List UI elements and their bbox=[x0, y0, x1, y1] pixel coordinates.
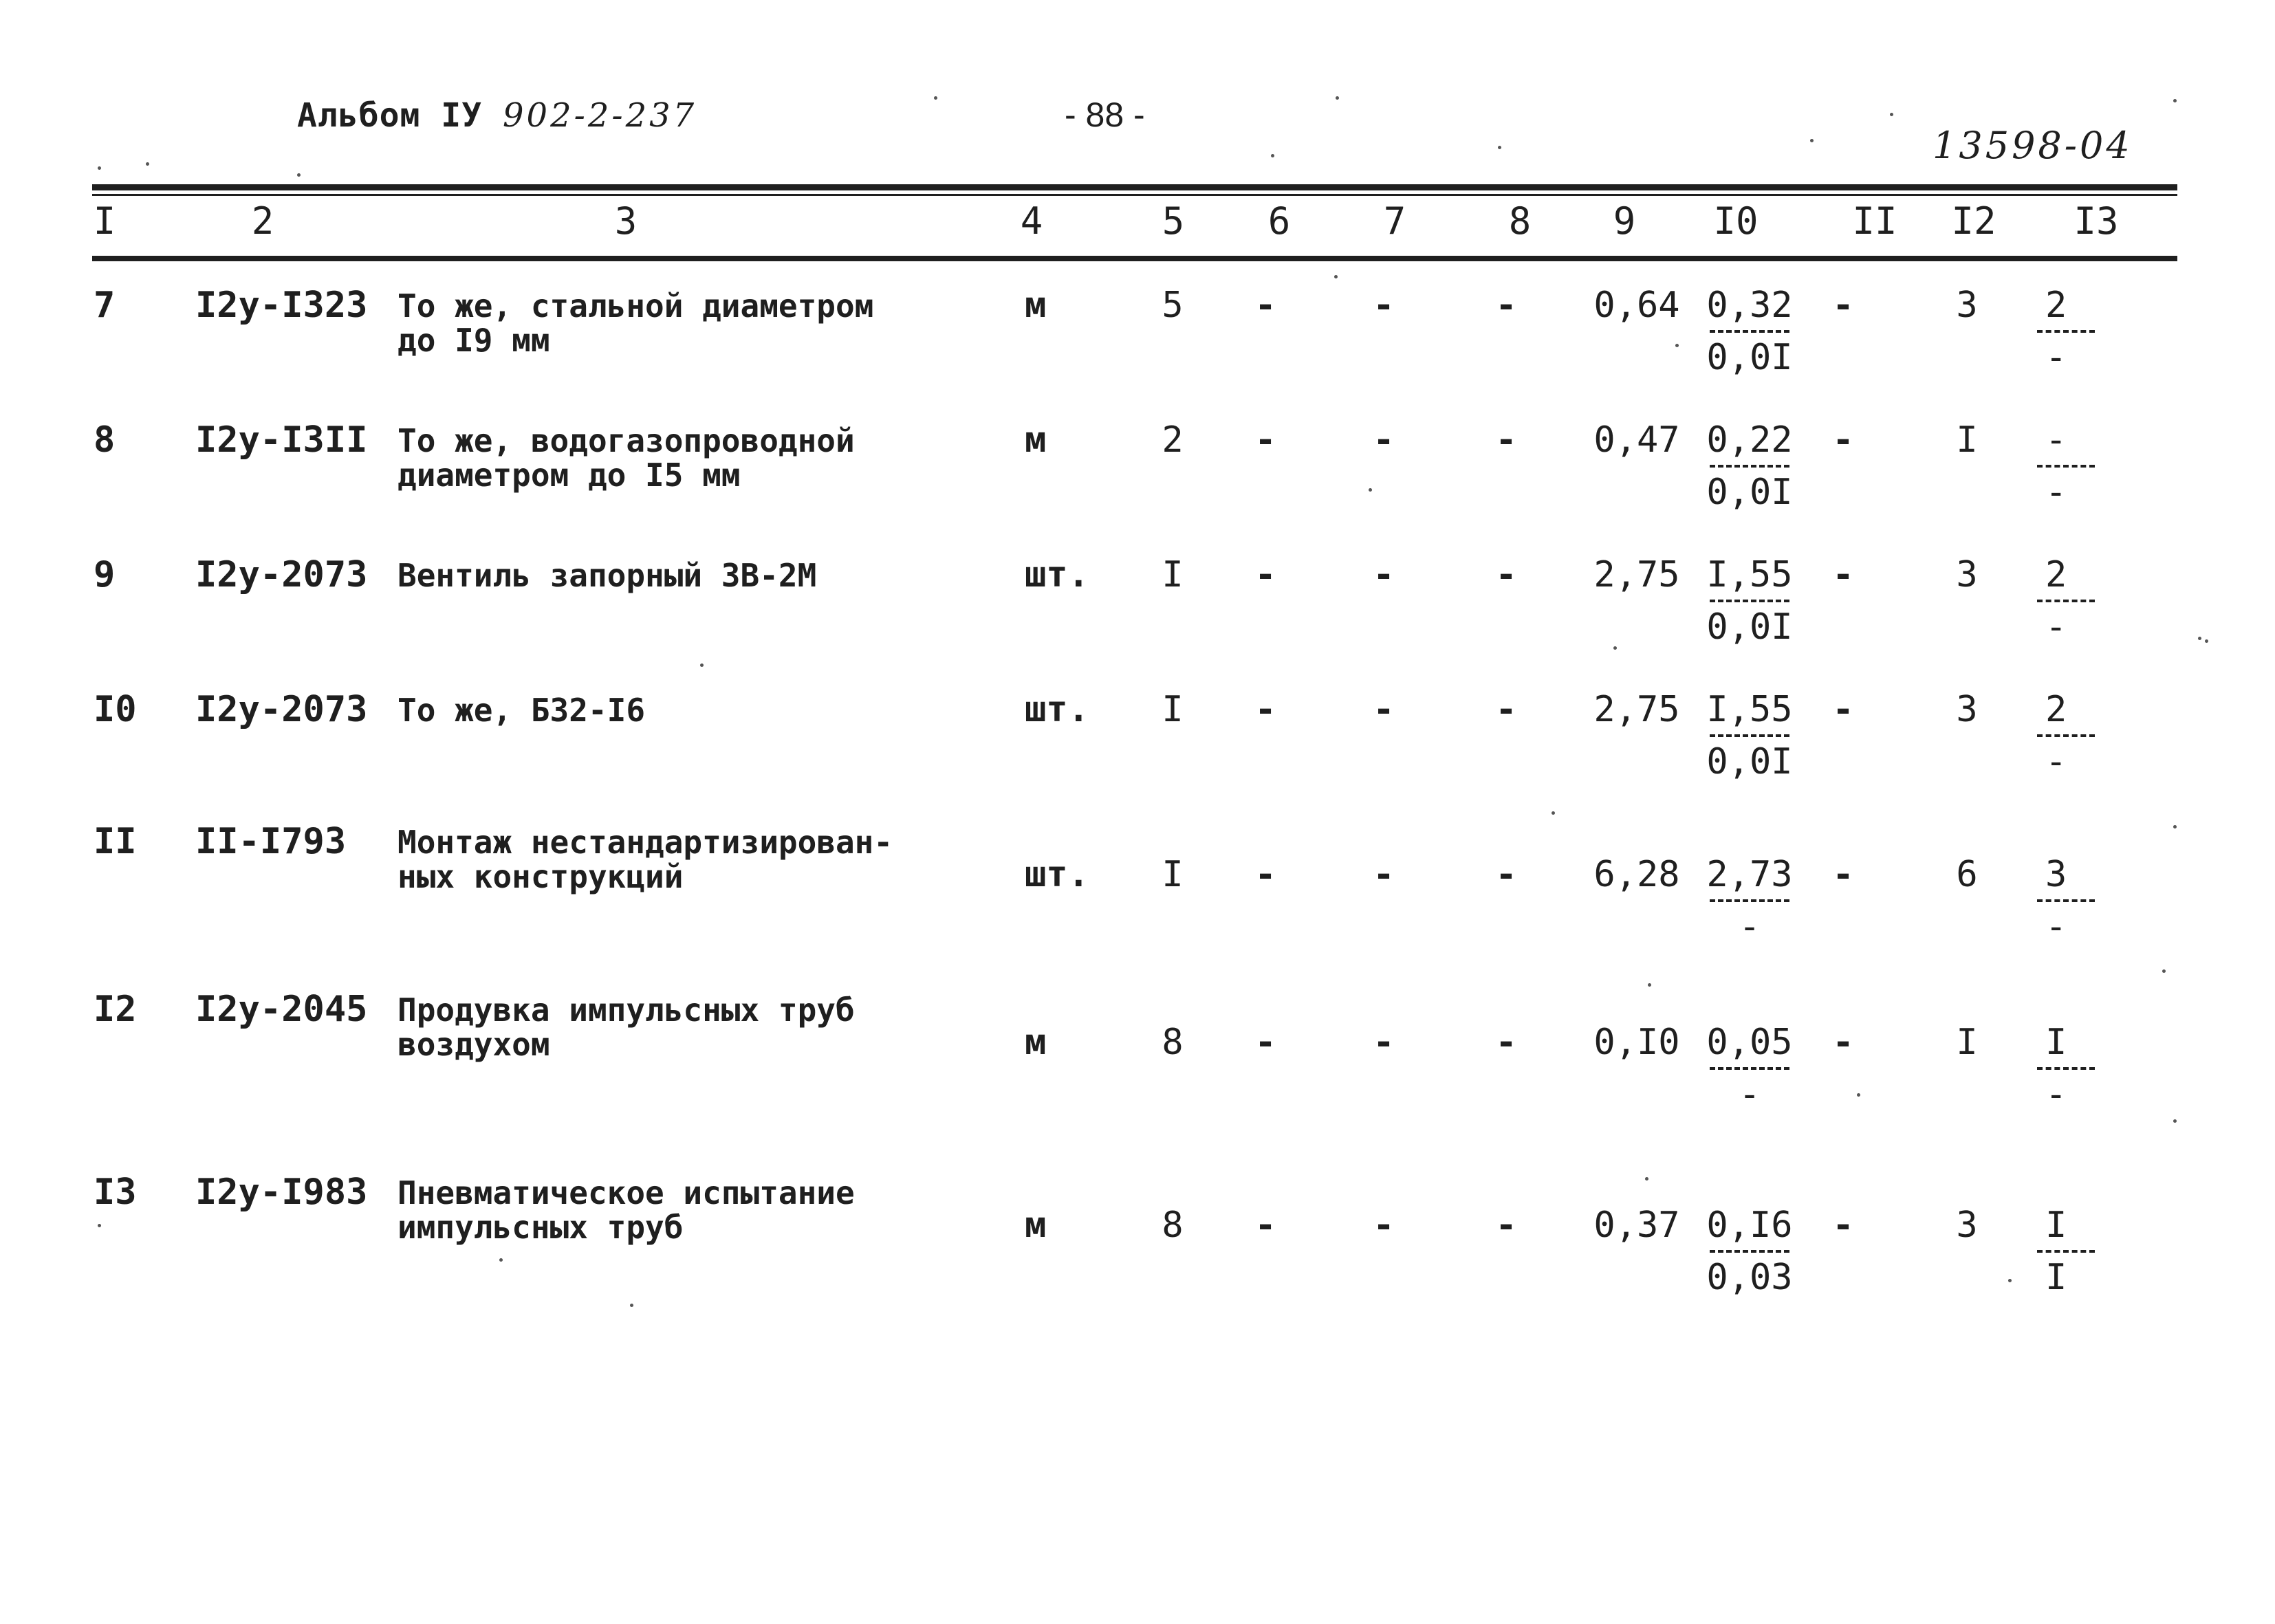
col-9-value: 2,75 bbox=[1593, 554, 1680, 595]
col-8-value: - bbox=[1495, 1022, 1517, 1063]
description-line: То же, Б32-I6 bbox=[398, 692, 646, 729]
col-11-value: - bbox=[1832, 1022, 1854, 1063]
rate-code: I2у-I323 bbox=[195, 285, 368, 326]
col-8-value: - bbox=[1495, 285, 1517, 326]
album-prefix: Альбом IУ bbox=[297, 96, 483, 135]
col-13-fraction bbox=[2033, 854, 2129, 947]
col-11-value: - bbox=[1832, 854, 1854, 895]
col-13-denominator: - bbox=[2045, 606, 2067, 648]
column-header-9: 9 bbox=[1613, 199, 1636, 243]
col-7-value: - bbox=[1373, 419, 1395, 461]
fraction-bar bbox=[2037, 734, 2095, 737]
col-10-numerator: 0,I6 bbox=[1706, 1205, 1793, 1246]
col-12-value: I bbox=[1956, 419, 1978, 461]
col-10-numerator: 0,22 bbox=[1706, 419, 1793, 461]
col-10-denominator: - bbox=[1739, 906, 1761, 947]
column-header-6: 6 bbox=[1267, 199, 1291, 243]
header-rule-top-thin bbox=[92, 194, 2177, 196]
col-12-value: 3 bbox=[1956, 285, 1978, 326]
col-12-value: 3 bbox=[1956, 1205, 1978, 1246]
work-description bbox=[398, 993, 855, 1062]
row-number: II bbox=[94, 821, 137, 862]
fraction-bar bbox=[1710, 1067, 1789, 1070]
description-line: импульсных труб bbox=[398, 1209, 684, 1246]
col-10-fraction bbox=[1701, 285, 1798, 378]
fraction-bar bbox=[1710, 1250, 1789, 1253]
col-10-fraction bbox=[1701, 854, 1798, 947]
unit: шт. bbox=[1025, 554, 1089, 595]
col-13-denominator: - bbox=[2045, 906, 2067, 947]
album-title bbox=[297, 96, 697, 135]
rate-code: I2у-2073 bbox=[195, 689, 368, 730]
col-12-value: 3 bbox=[1956, 689, 1978, 730]
rate-code: I2у-I3II bbox=[195, 419, 368, 461]
col-13-denominator: - bbox=[2045, 1074, 2067, 1115]
col-13-numerator: 2 bbox=[2045, 554, 2067, 595]
work-description bbox=[398, 1176, 855, 1244]
fraction-bar bbox=[2037, 1067, 2095, 1070]
column-header-8: 8 bbox=[1508, 199, 1532, 243]
fraction-bar bbox=[1710, 899, 1789, 902]
unit: м bbox=[1025, 1205, 1047, 1246]
col-8-value: - bbox=[1495, 554, 1517, 595]
description-line: диаметром до I5 мм bbox=[398, 457, 741, 494]
column-header-13: I3 bbox=[2073, 199, 2119, 243]
rate-code: I2у-I983 bbox=[195, 1172, 368, 1213]
col-13-fraction bbox=[2033, 554, 2129, 648]
description-line: ных конструкций bbox=[398, 858, 684, 895]
col-7-value: - bbox=[1373, 854, 1395, 895]
col-10-fraction bbox=[1701, 554, 1798, 648]
rate-code: I2у-2073 bbox=[195, 554, 368, 595]
description-line: Пневматическое испытание bbox=[398, 1174, 855, 1211]
col-6-value: - bbox=[1254, 1022, 1276, 1063]
col-9-value: 0,I0 bbox=[1593, 1022, 1680, 1063]
col-10-numerator: I,55 bbox=[1706, 554, 1793, 595]
document-number: 13598-04 bbox=[1933, 124, 2133, 167]
col-10-fraction bbox=[1701, 419, 1798, 513]
col-10-denominator: - bbox=[1739, 1074, 1761, 1115]
col-7-value: - bbox=[1373, 1205, 1395, 1246]
fraction-bar bbox=[2037, 1250, 2095, 1253]
col-6-value: - bbox=[1254, 285, 1276, 326]
column-header-10: I0 bbox=[1713, 199, 1759, 243]
col-10-denominator: 0,0I bbox=[1706, 337, 1793, 378]
column-header-4: 4 bbox=[1020, 199, 1043, 243]
work-description bbox=[398, 424, 855, 492]
col-8-value: - bbox=[1495, 689, 1517, 730]
col-8-value: - bbox=[1495, 419, 1517, 461]
fraction-bar bbox=[1710, 600, 1789, 602]
col-10-denominator: 0,0I bbox=[1706, 741, 1793, 782]
col-13-numerator: 2 bbox=[2045, 285, 2067, 326]
quantity: I bbox=[1162, 554, 1184, 595]
col-7-value: - bbox=[1373, 554, 1395, 595]
unit: м bbox=[1025, 285, 1047, 326]
col-13-numerator: 3 bbox=[2045, 854, 2067, 895]
fraction-bar bbox=[2037, 899, 2095, 902]
col-7-value: - bbox=[1373, 1022, 1395, 1063]
col-10-numerator: I,55 bbox=[1706, 689, 1793, 730]
col-10-numerator: 0,32 bbox=[1706, 285, 1793, 326]
column-header-11: II bbox=[1852, 199, 1897, 243]
page-number: - 88 - bbox=[1065, 96, 1145, 134]
col-13-fraction bbox=[2033, 419, 2129, 513]
col-11-value: - bbox=[1832, 1205, 1854, 1246]
col-8-value: - bbox=[1495, 1205, 1517, 1246]
row-number: I3 bbox=[94, 1172, 137, 1213]
col-13-fraction bbox=[2033, 689, 2129, 782]
col-13-denominator: I bbox=[2045, 1257, 2067, 1298]
col-11-value: - bbox=[1832, 419, 1854, 461]
row-number: 7 bbox=[94, 285, 116, 326]
col-9-value: 2,75 bbox=[1593, 689, 1680, 730]
column-header-5: 5 bbox=[1162, 199, 1185, 243]
col-12-value: I bbox=[1956, 1022, 1978, 1063]
unit: м bbox=[1025, 419, 1047, 461]
col-10-fraction bbox=[1701, 1205, 1798, 1298]
col-10-denominator: 0,0I bbox=[1706, 472, 1793, 513]
unit: шт. bbox=[1025, 689, 1089, 730]
column-header-7: 7 bbox=[1383, 199, 1406, 243]
col-10-fraction bbox=[1701, 689, 1798, 782]
description-line: Продувка импульсных труб bbox=[398, 991, 855, 1029]
description-line: Монтаж нестандартизирован- bbox=[398, 824, 893, 861]
row-number: 9 bbox=[94, 554, 116, 595]
row-number: I0 bbox=[94, 689, 137, 730]
col-7-value: - bbox=[1373, 285, 1395, 326]
col-6-value: - bbox=[1254, 1205, 1276, 1246]
work-description bbox=[398, 289, 873, 358]
fraction-bar bbox=[2037, 465, 2095, 468]
rate-code: I2у-2045 bbox=[195, 989, 368, 1030]
header-rule-bottom bbox=[92, 256, 2177, 261]
col-11-value: - bbox=[1832, 554, 1854, 595]
description-line: до I9 мм bbox=[398, 322, 550, 359]
quantity: 8 bbox=[1162, 1205, 1184, 1246]
fraction-bar bbox=[2037, 330, 2095, 333]
col-8-value: - bbox=[1495, 854, 1517, 895]
col-13-numerator: 2 bbox=[2045, 689, 2067, 730]
col-9-value: 6,28 bbox=[1593, 854, 1680, 895]
col-9-value: 0,64 bbox=[1593, 285, 1680, 326]
fraction-bar bbox=[1710, 734, 1789, 737]
col-13-numerator: I bbox=[2045, 1022, 2067, 1063]
col-10-numerator: 2,73 bbox=[1706, 854, 1793, 895]
col-13-numerator: - bbox=[2045, 419, 2067, 461]
rate-code: II-I793 bbox=[195, 821, 347, 862]
unit: м bbox=[1025, 1022, 1047, 1063]
album-code: 902-2-237 bbox=[503, 96, 697, 135]
work-description bbox=[398, 693, 645, 727]
quantity: 8 bbox=[1162, 1022, 1184, 1063]
column-header-1: I bbox=[93, 199, 116, 243]
col-13-denominator: - bbox=[2045, 741, 2067, 782]
col-9-value: 0,47 bbox=[1593, 419, 1680, 461]
col-11-value: - bbox=[1832, 689, 1854, 730]
work-description bbox=[398, 825, 893, 894]
col-11-value: - bbox=[1832, 285, 1854, 326]
col-10-denominator: 0,0I bbox=[1706, 606, 1793, 648]
col-12-value: 6 bbox=[1956, 854, 1978, 895]
header-rule-top bbox=[92, 184, 2177, 190]
quantity: 2 bbox=[1162, 419, 1184, 461]
col-6-value: - bbox=[1254, 854, 1276, 895]
description-line: То же, водогазопроводной bbox=[398, 422, 855, 459]
fraction-bar bbox=[1710, 330, 1789, 333]
col-10-fraction bbox=[1701, 1022, 1798, 1115]
col-9-value: 0,37 bbox=[1593, 1205, 1680, 1246]
col-12-value: 3 bbox=[1956, 554, 1978, 595]
column-header-12: I2 bbox=[1951, 199, 1996, 243]
fraction-bar bbox=[1710, 465, 1789, 468]
row-number: I2 bbox=[94, 989, 137, 1030]
column-header-3: 3 bbox=[614, 199, 638, 243]
description-line: воздухом bbox=[398, 1026, 550, 1063]
quantity: 5 bbox=[1162, 285, 1184, 326]
col-13-fraction bbox=[2033, 285, 2129, 378]
fraction-bar bbox=[2037, 600, 2095, 602]
col-13-fraction bbox=[2033, 1205, 2129, 1298]
quantity: I bbox=[1162, 689, 1184, 730]
col-13-numerator: I bbox=[2045, 1205, 2067, 1246]
row-number: 8 bbox=[94, 419, 116, 461]
col-13-fraction bbox=[2033, 1022, 2129, 1115]
col-13-denominator: - bbox=[2045, 337, 2067, 378]
column-header-2: 2 bbox=[251, 199, 274, 243]
col-6-value: - bbox=[1254, 554, 1276, 595]
col-10-denominator: 0,03 bbox=[1706, 1257, 1793, 1298]
col-7-value: - bbox=[1373, 689, 1395, 730]
work-description bbox=[398, 558, 816, 593]
description-line: Вентиль запорный 3В-2М bbox=[398, 557, 817, 594]
quantity: I bbox=[1162, 854, 1184, 895]
col-6-value: - bbox=[1254, 419, 1276, 461]
description-line: То же, стальной диаметром bbox=[398, 287, 874, 325]
col-6-value: - bbox=[1254, 689, 1276, 730]
unit: шт. bbox=[1025, 854, 1089, 895]
col-10-numerator: 0,05 bbox=[1706, 1022, 1793, 1063]
col-13-denominator: - bbox=[2045, 472, 2067, 513]
